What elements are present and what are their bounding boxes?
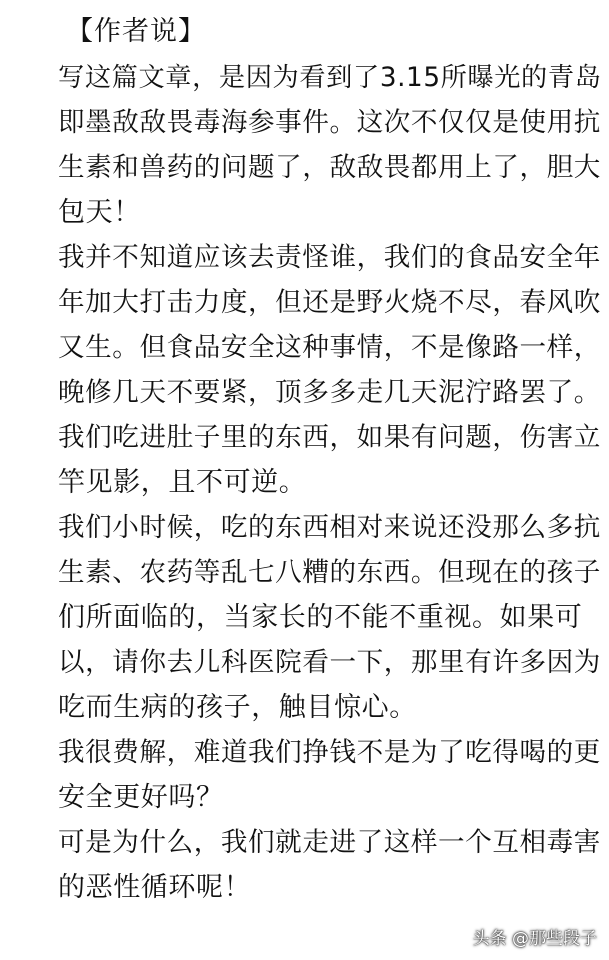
paragraph-line: 写这篇文章，是因为看到了3.15所曝光的青岛 xyxy=(58,63,602,93)
paragraph-line: 我并不知道应该去责怪谁，我们的食品安全年 xyxy=(58,242,601,273)
paragraph-line: 竿见影，且不可逆。 xyxy=(58,467,307,498)
paragraph-line: 我们吃进肚子里的东西，如果有问题，伤害立 xyxy=(58,422,601,453)
paragraph-line: 年加大打击力度，但还是野火烧不尽，春风吹 xyxy=(58,287,601,318)
paragraph-line: 生素、农药等乱七八糟的东西。但现在的孩子 xyxy=(58,557,601,588)
author-note-heading: 【作者说】 xyxy=(66,16,206,47)
paragraph-line: 可是为什么，我们就走进了这样一个互相毒害 xyxy=(58,827,601,858)
paragraph-line: 即墨敌敌畏毒海参事件。这次不仅仅是使用抗 xyxy=(58,107,601,138)
paragraph-line: 晚修几天不要紧，顶多多走几天泥泞路罢了。 xyxy=(58,377,601,408)
paragraph-line: 们所面临的，当家长的不能不重视。如果可 xyxy=(58,602,583,633)
paragraph-line: 安全更好吗？ xyxy=(58,782,224,813)
paragraph-line: 生素和兽药的问题了，敌敌畏都用上了，胆大 xyxy=(58,152,601,183)
paragraph-line: 吃而生病的孩子，触目惊心。 xyxy=(58,692,417,723)
paragraph-line: 又生。但食品安全这种事情，不是像路一样， xyxy=(58,332,601,363)
paragraph-line: 我很费解，难道我们挣钱不是为了吃得喝的更 xyxy=(58,737,601,768)
paragraph-line: 以，请你去儿科医院看一下，那里有许多因为 xyxy=(58,647,601,678)
source-watermark: 头条 @那些段子 xyxy=(472,929,597,949)
paragraph-line: 包天！ xyxy=(58,197,141,228)
paragraph-line: 我们小时候，吃的东西相对来说还没那么多抗 xyxy=(58,512,601,543)
paragraph-line: 的恶性循环呢！ xyxy=(58,872,252,903)
